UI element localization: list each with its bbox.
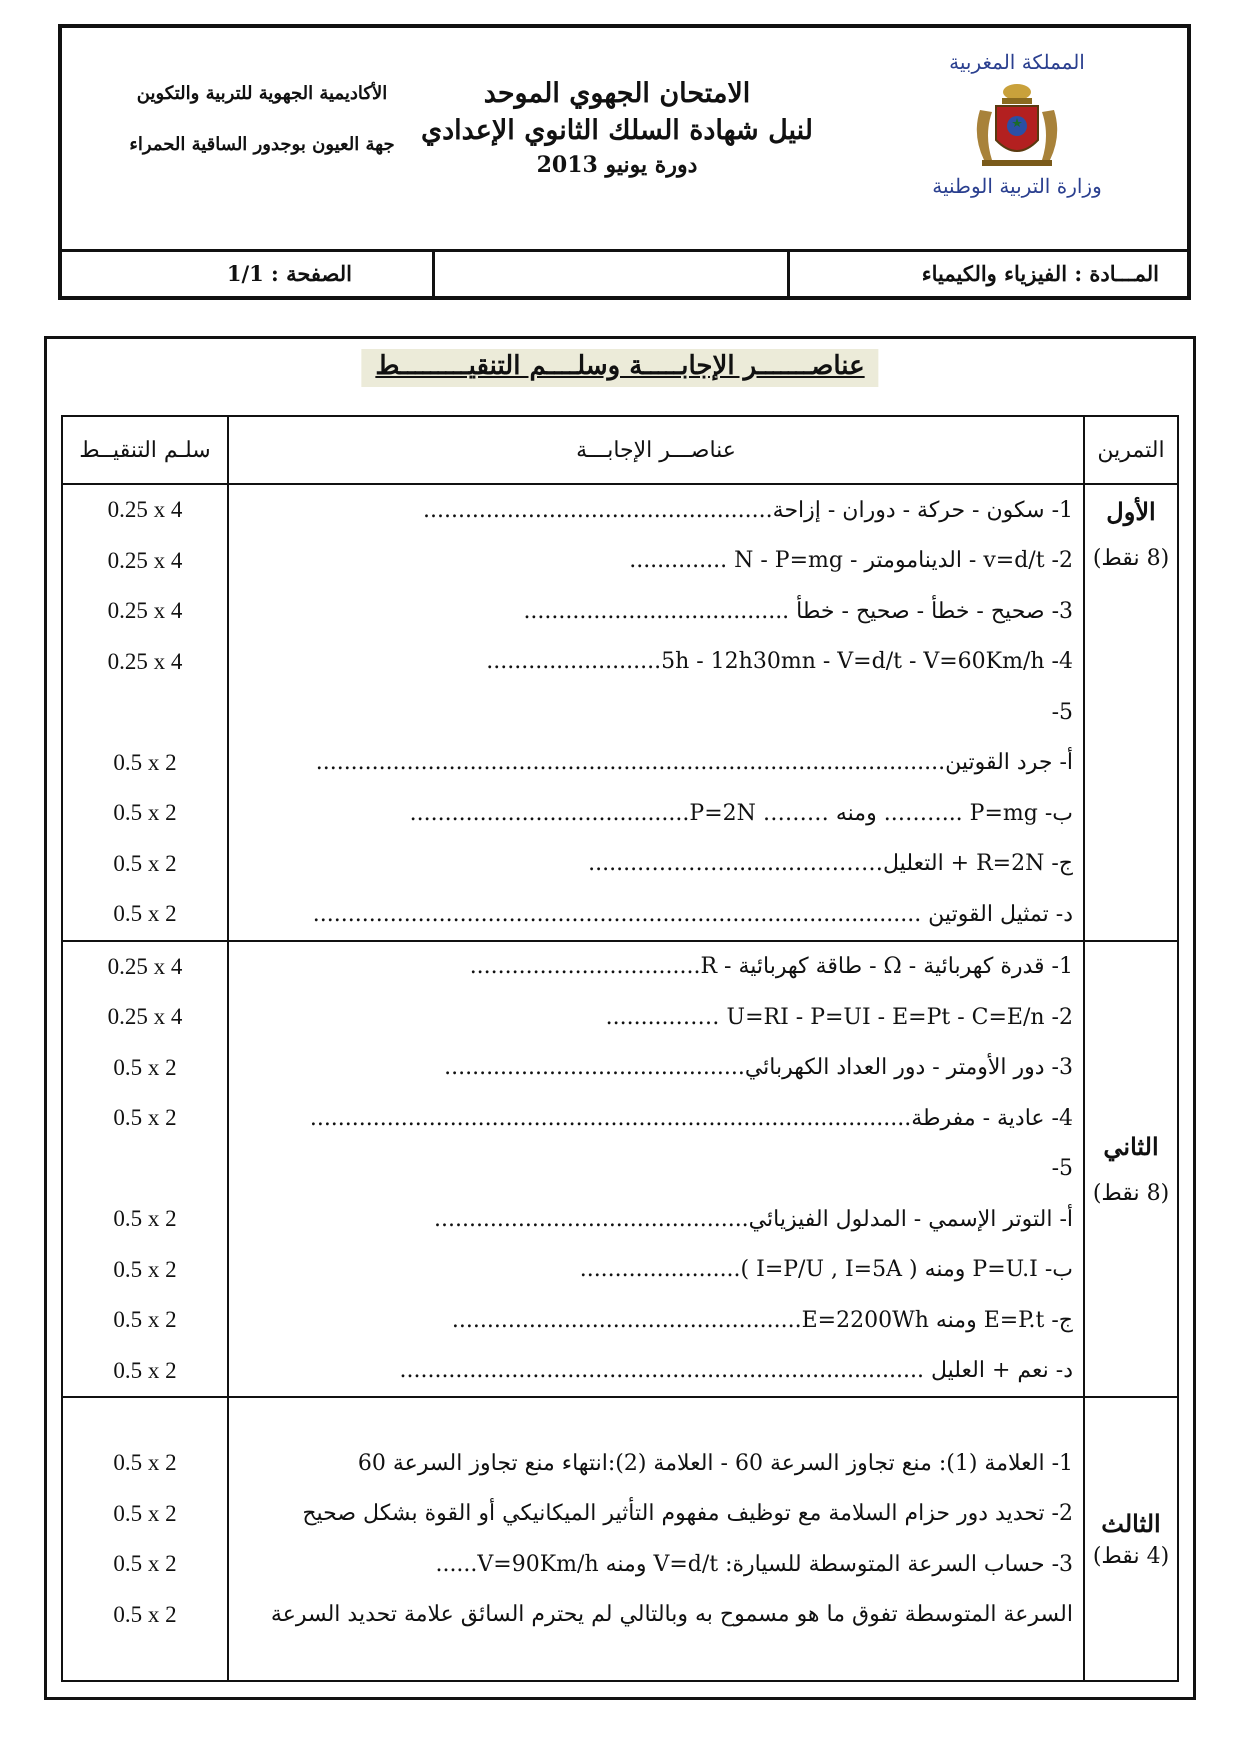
exercise-label-group — [1085, 1396, 1177, 1640]
header-info-row — [62, 249, 1187, 300]
header-answers: عناصـــر الإجابـــة — [228, 416, 1084, 484]
header-exercise: التمرين — [1084, 416, 1178, 484]
exercise-name: الأول — [1106, 497, 1156, 526]
answer-line: 1- العلامة (1): منع تجاوز السرعة 60 - العلامة (2):انتهاء منع تجاوز السرعة 60 — [357, 1450, 1073, 1476]
score-cell: 0.5 x 2 — [113, 850, 177, 876]
answer-line: ب- P=U.I ومنه ( I=P/U , I=5A )....................... — [579, 1257, 1073, 1283]
exercise-label — [1085, 942, 1177, 1397]
answer-key-title: عناصـــــــر الإجابـــــة وسلــــم التنقيـــــــــط — [361, 349, 878, 387]
score-cell: 0.5 x 2 — [113, 1206, 177, 1232]
score-column — [62, 484, 228, 1681]
exercise-label — [1085, 1438, 1177, 1640]
header-score: سلـم التنقيــط — [62, 416, 228, 484]
exercise-score-group — [63, 485, 227, 940]
exam-title: الامتحان الجهوي الموحد — [483, 78, 751, 109]
score-cell: 0.25 x 4 — [107, 497, 183, 523]
answer-line: ب- P=mg ...…….. ومنه ……… P=2N........................................ — [409, 800, 1073, 826]
score-cell: 0.5 x 2 — [113, 1256, 177, 1282]
answer-key-frame — [44, 336, 1196, 1700]
answer-line: 1- قدرة كهربائية - Ω - طاقة كهربائية - R................................. — [469, 954, 1073, 980]
answer-line: 3- صحيح - خطأ - صحيح - خطأ ...................................... — [523, 598, 1073, 624]
subject-label: المـــادة : الفيزياء والكيمياء — [921, 261, 1159, 286]
score-cell: 0.25 x 4 — [107, 547, 183, 573]
answer-line: 3- دور الأومتر - دور العداد الكهربائي........................................... — [444, 1055, 1073, 1081]
ministry-label: وزارة التربية الوطنية — [932, 174, 1102, 198]
exercise-answer-group — [229, 485, 1083, 940]
score-cell: 0.25 x 4 — [107, 598, 183, 624]
kingdom-emblem — [917, 50, 1117, 220]
exercise-name: الثاني — [1103, 1131, 1159, 1161]
score-cell: 0.5 x 2 — [113, 800, 177, 826]
score-rows — [63, 485, 227, 1680]
page-number: الصفحة : 1/1 — [226, 261, 352, 286]
table-bottom-spacer — [63, 1640, 227, 1680]
score-cell: 0.25 x 4 — [107, 1004, 183, 1030]
score-cell: 0.25 x 4 — [107, 953, 183, 979]
coat-of-arms-icon — [962, 80, 1072, 170]
answer-key-table — [61, 415, 1179, 1682]
answer-line: السرعة المتوسطة تفوق ما هو مسموح به وبالتالي لم يحترم السائق علامة تحديد السرعة — [270, 1602, 1073, 1628]
score-cell: 0.5 x 2 — [113, 1500, 177, 1526]
score-cell: 0.5 x 2 — [113, 901, 177, 927]
exam-title-block — [392, 78, 842, 178]
answer-line: د- نعم + العليل ........................................................................... — [399, 1358, 1073, 1384]
exercise-answer-group — [229, 940, 1083, 1397]
answer-rows — [229, 485, 1083, 1680]
exercise-name: الثالث — [1101, 1509, 1161, 1538]
exercise-answer-group — [229, 1396, 1083, 1640]
answer-line: 2- تحديد دور حزام السلامة مع توظيف مفهوم التأثير الميكانيكي أو القوة بشكل صحيح — [302, 1501, 1073, 1527]
exercise-label-group — [1085, 485, 1177, 940]
answer-line: 2- U=RI - P=UI - E=Pt - C=E/n …….......... — [605, 1004, 1073, 1030]
score-cell: 0.5 x 2 — [113, 1105, 177, 1131]
table-bottom-spacer — [1085, 1640, 1177, 1680]
exercise-points: (8 نقط) — [1092, 1180, 1170, 1206]
answer-line: 4- عادية - مفرطة...................................................................................... — [309, 1105, 1073, 1131]
answer-line: 4- 5h - 12h30mn - V=d/t - V=60Km/h......................... — [486, 649, 1073, 675]
answer-line: 5- — [1051, 699, 1073, 725]
page-cell — [61, 249, 432, 300]
exercise-score-group — [63, 1396, 227, 1640]
answer-line: ج- R=2N + التعليل………….........…………........ — [588, 851, 1073, 877]
answer-line: د- تمثيل القوتين ....................................................................................... — [312, 901, 1073, 927]
score-cell: 0.5 x 2 — [113, 1054, 177, 1080]
empty-info-cell — [432, 249, 787, 300]
table-header-row — [62, 416, 1178, 484]
answer-line: أ- جرد القوتين.......................................................................................... — [315, 750, 1073, 776]
answers-column — [228, 484, 1084, 1681]
score-cell: 0.5 x 2 — [113, 1450, 177, 1476]
exam-session: دورة يونيو 2013 — [536, 152, 698, 178]
exercise-column — [1084, 484, 1178, 1681]
score-cell: 0.25 x 4 — [107, 648, 183, 674]
subject-cell — [787, 249, 1187, 300]
answer-line: 1- سكون - حركة - دوران - إزاحة.................................................. — [422, 497, 1073, 523]
exercise-label — [1085, 485, 1177, 940]
answer-line: 3- حساب السرعة المتوسطة للسيارة: V=d/t ومنه V=90Km/h...... — [435, 1551, 1073, 1577]
answer-line: أ- التوتر الإسمي - المدلول الفيزيائي............................................. — [433, 1206, 1073, 1232]
answer-line: ج- E=P.t ومنه E=2200Wh.................................................. — [451, 1307, 1073, 1333]
exercise-score-group — [63, 940, 227, 1397]
exercise-points: (8 نقط) — [1092, 546, 1170, 571]
exam-header — [58, 24, 1191, 300]
score-cell: 0.5 x 2 — [113, 1601, 177, 1627]
score-cell — [63, 687, 227, 738]
kingdom-label: المملكة المغربية — [949, 50, 1085, 74]
academy-name: الأكاديمية الجهوية للتربية والتكوين — [136, 83, 388, 104]
exercise-rows — [1085, 485, 1177, 1680]
exercise-label-group — [1085, 940, 1177, 1397]
answer-line: 2- v=d/t - الدينامومتر - N - P=mg .............. — [629, 548, 1073, 574]
exercise-points: (4 نقط) — [1092, 1544, 1170, 1569]
table-body-row — [62, 484, 1178, 1681]
academy-block — [92, 83, 432, 155]
answer-line: 5- — [1051, 1156, 1073, 1182]
score-cell: 0.5 x 2 — [113, 1357, 177, 1383]
table-bottom-spacer — [229, 1640, 1083, 1680]
score-cell: 0.5 x 2 — [113, 749, 177, 775]
exam-subtitle: لنيل شهادة السلك الثانوي الإعدادي — [420, 115, 814, 146]
header-top — [62, 28, 1187, 252]
score-cell: 0.5 x 2 — [113, 1307, 177, 1333]
score-cell — [63, 1144, 227, 1195]
region-name: جهة العيون بوجدور الساقية الحمراء — [129, 134, 395, 155]
score-cell: 0.5 x 2 — [113, 1551, 177, 1577]
